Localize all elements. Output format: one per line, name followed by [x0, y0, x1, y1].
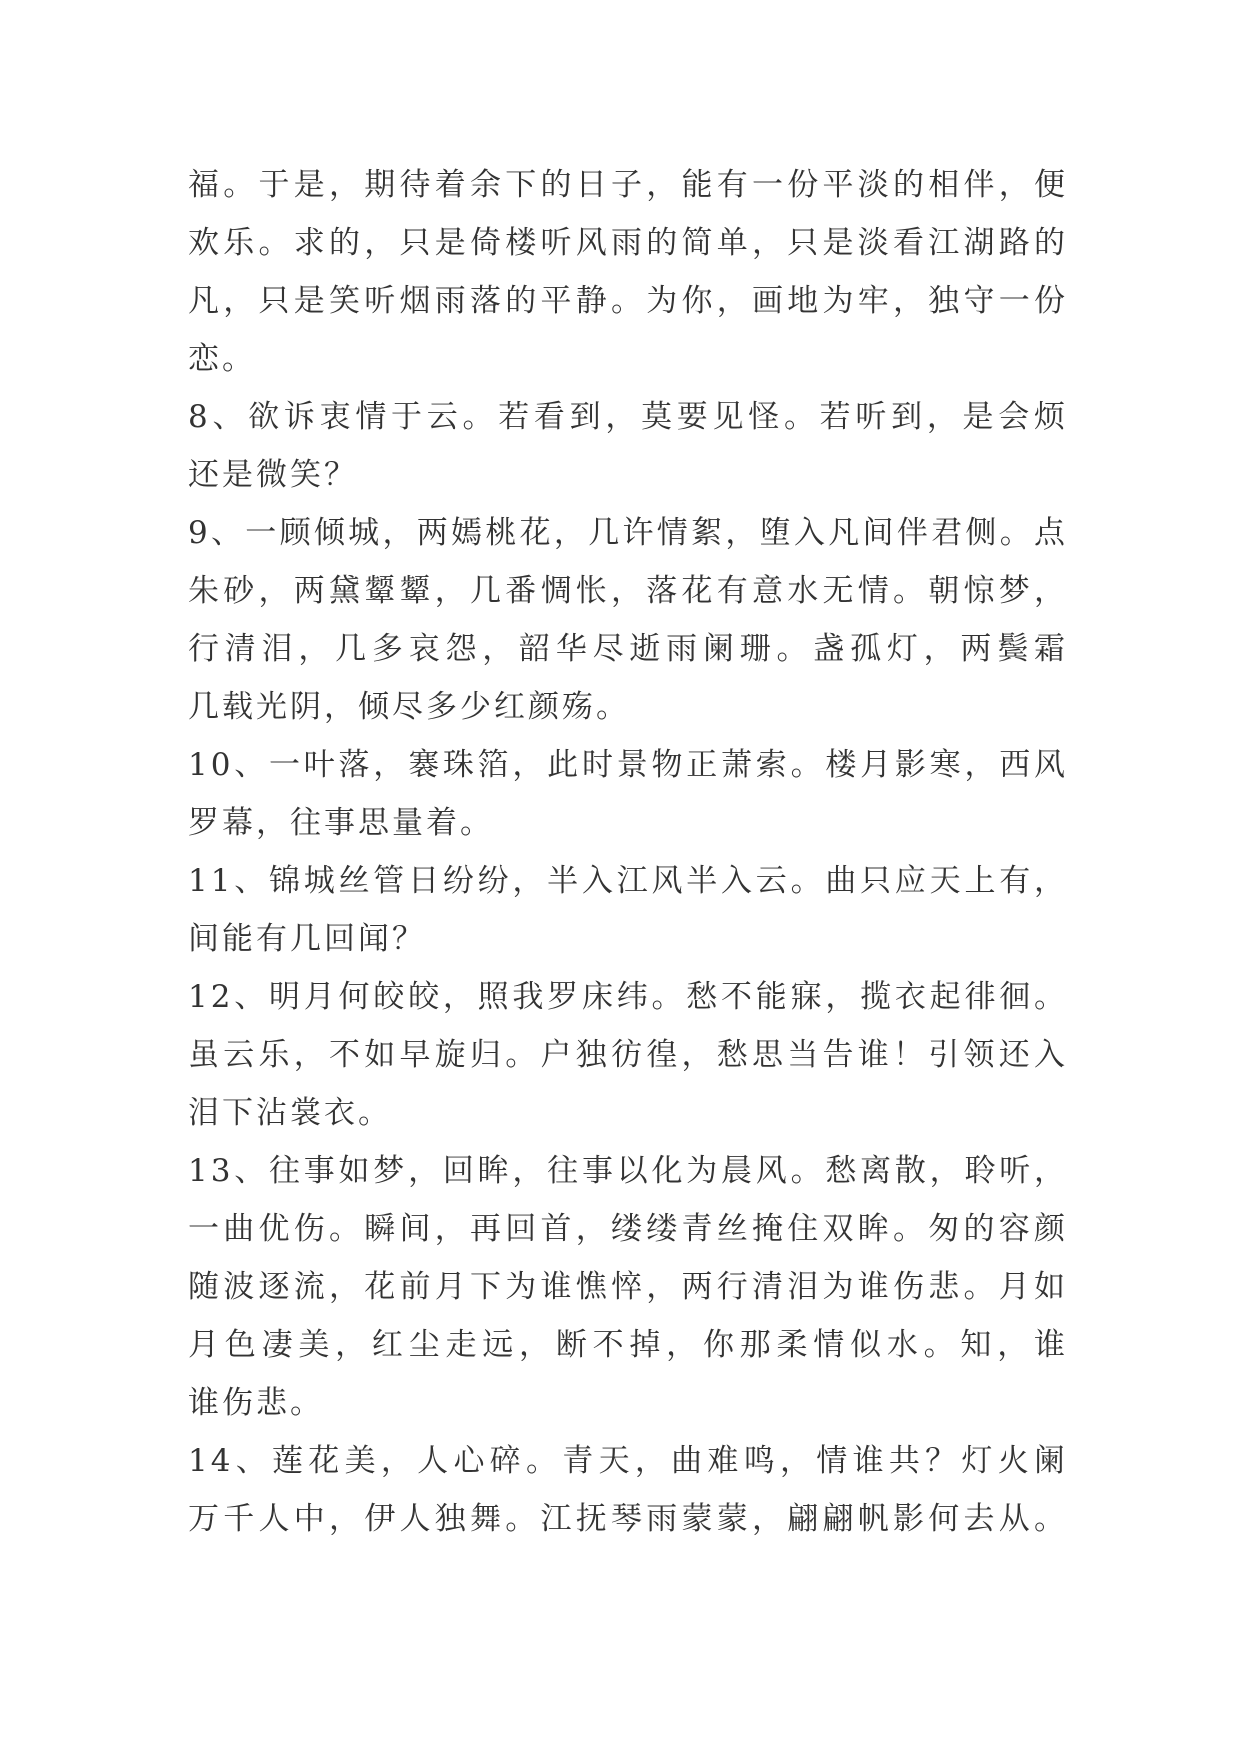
- text-line: 10、一叶落，褰珠箔，此时景物正萧索。楼月影寒，西风: [188, 747, 1068, 783]
- text-line: 9、一顾倾城，两嫣桃花，几许情絮，堕入凡间伴君侧。点: [188, 515, 1068, 551]
- text-line: 14、莲花美，人心碎。青天，曲难鸣，情谁共？灯火阑: [188, 1443, 1068, 1479]
- text-line: 8、欲诉衷情于云。若看到，莫要见怪。若听到，是会烦: [188, 399, 1068, 435]
- text-line: 泪下沾裳衣。: [188, 1095, 392, 1131]
- document-body: [188, 156, 1068, 1548]
- text-line: 13、往事如梦，回眸，往事以化为晨风。愁离散，聆听，: [188, 1153, 1068, 1189]
- text-line: 11、锦城丝管日纷纷，半入江风半入云。曲只应天上有，: [188, 863, 1068, 899]
- text-line: 一曲优伤。瞬间，再回首，缕缕青丝掩住双眸。匆的容颜: [188, 1211, 1068, 1247]
- text-line: 间能有几回闻？: [188, 921, 426, 957]
- text-line: 凡，只是笑听烟雨落的平静。为你，画地为牢，独守一份: [188, 283, 1068, 319]
- text-line: 随波逐流，花前月下为谁憔悴，两行清泪为谁伤悲。月如: [188, 1269, 1068, 1305]
- text-line: 罗幕，往事思量着。: [188, 805, 494, 841]
- text-line: 欢乐。求的，只是倚楼听风雨的简单，只是淡看江湖路的: [188, 225, 1068, 261]
- text-line: 朱砂，两黛颦颦，几番惆怅，落花有意水无情。朝惊梦，: [188, 573, 1068, 609]
- text-line: 万千人中，伊人独舞。江抚琴雨蒙蒙，翩翩帆影何去从。: [188, 1501, 1068, 1537]
- text-line: 谁伤悲。: [188, 1385, 324, 1421]
- text-line: 福。于是，期待着余下的日子，能有一份平淡的相伴，便: [188, 167, 1068, 203]
- text-line: 虽云乐，不如早旋归。户独彷徨，愁思当告谁！引领还入: [188, 1037, 1068, 1073]
- text-line: 行清泪，几多哀怨，韶华尽逝雨阑珊。盏孤灯，两鬓霜: [188, 631, 1068, 667]
- text-line: 恋。: [188, 341, 256, 377]
- text-line: 12、明月何皎皎，照我罗床纬。愁不能寐，揽衣起徘徊。: [188, 979, 1068, 1015]
- text-line: 几载光阴，倾尽多少红颜殇。: [188, 689, 630, 725]
- text-line: 还是微笑？: [188, 457, 358, 493]
- text-line: 月色凄美，红尘走远，断不掉，你那柔情似水。知，谁: [188, 1327, 1068, 1363]
